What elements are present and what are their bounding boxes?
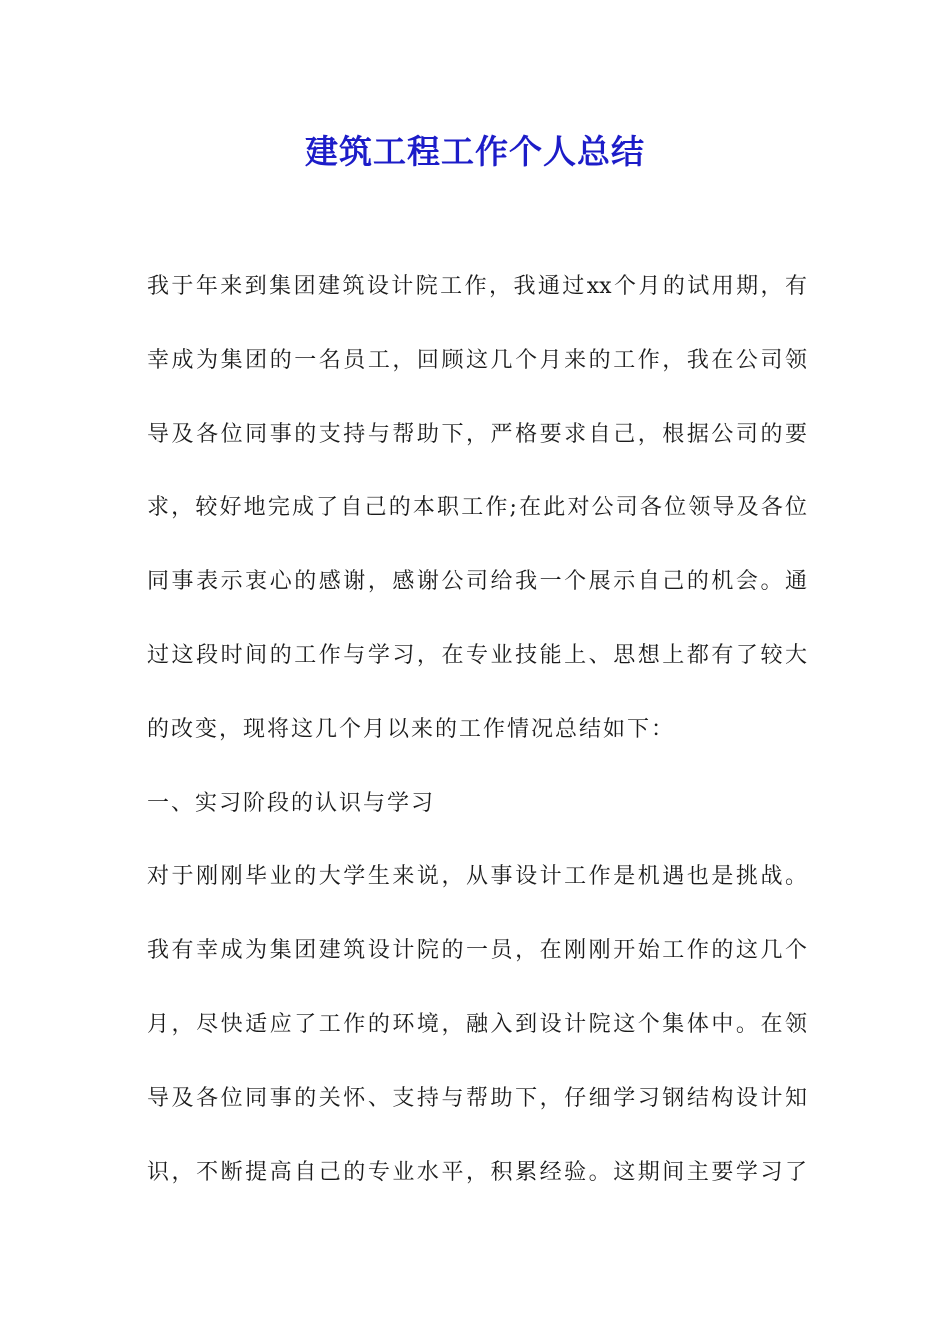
- body-line-1: 我于年来到集团建筑设计院工作，我通过xx个月的试用期，有: [147, 274, 807, 299]
- body-line-8: 对于刚刚毕业的大学生来说，从事设计工作是机遇也是挑战。: [147, 864, 807, 890]
- document-title: 建筑工程工作个人总结: [305, 132, 645, 171]
- body-line-5: 同事表示衷心的感谢，感谢公司给我一个展示自己的机会。通: [147, 569, 807, 595]
- body-line-4: 求，较好地完成了自己的本职工作;在此对公司各位领导及各位: [147, 495, 807, 521]
- document-body: [147, 250, 807, 1209]
- body-line-7: 的改变，现将这几个月以来的工作情况总结如下：: [147, 716, 676, 742]
- body-line-11: 导及各位同事的关怀、支持与帮助下，仔细学习钢结构设计知: [147, 1085, 807, 1111]
- body-line-2: 幸成为集团的一名员工，回顾这几个月来的工作，我在公司领: [147, 347, 807, 373]
- body-line-12: 识，不断提高自己的专业水平，积累经验。这期间主要学习了: [147, 1159, 807, 1185]
- body-line-6: 过这段时间的工作与学习，在专业技能上、思想上都有了较大: [147, 642, 807, 668]
- body-line-3: 导及各位同事的支持与帮助下，严格要求自己，根据公司的要: [147, 421, 807, 447]
- section-heading-1: 一、实习阶段的认识与学习: [147, 790, 436, 816]
- body-line-10: 月，尽快适应了工作的环境，融入到设计院这个集体中。在领: [147, 1011, 807, 1037]
- body-line-9: 我有幸成为集团建筑设计院的一员，在刚刚开始工作的这几个: [147, 938, 807, 964]
